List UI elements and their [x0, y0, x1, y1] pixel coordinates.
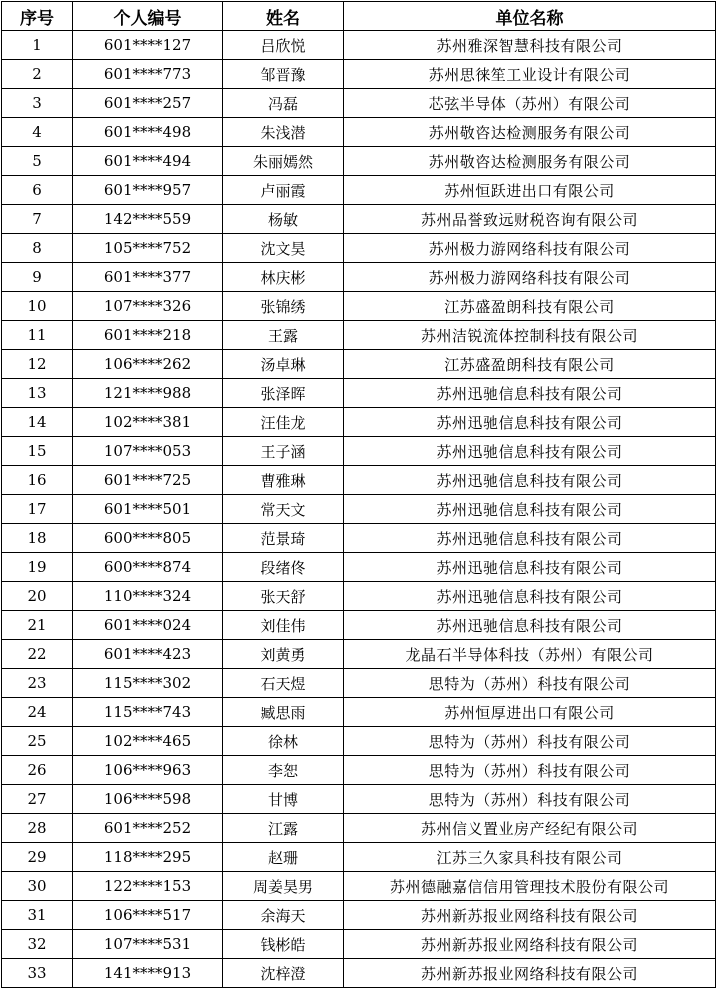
table-row [2, 553, 716, 582]
cell-unit-name: 苏州新苏报业网络科技有限公司 [344, 930, 716, 959]
cell-name: 曹雅琳 [223, 466, 344, 495]
cell-unit-name: 江苏盛盈朗科技有限公司 [344, 292, 716, 321]
table-body [2, 31, 716, 988]
table-row [2, 437, 716, 466]
cell-personal-id: 106****598 [73, 785, 223, 814]
table-row [2, 843, 716, 872]
table-row [2, 930, 716, 959]
cell-personal-id: 601****257 [73, 89, 223, 118]
cell-personal-id: 107****053 [73, 437, 223, 466]
cell-personal-id: 601****494 [73, 147, 223, 176]
cell-index: 13 [2, 379, 73, 408]
cell-name: 张锦绣 [223, 292, 344, 321]
table-row [2, 466, 716, 495]
table-row [2, 60, 716, 89]
table-row [2, 814, 716, 843]
cell-personal-id: 601****957 [73, 176, 223, 205]
cell-unit-name: 苏州敬咨达检测服务有限公司 [344, 118, 716, 147]
cell-unit-name: 芯弦半导体（苏州）有限公司 [344, 89, 716, 118]
cell-name: 朱浅潜 [223, 118, 344, 147]
table-row [2, 205, 716, 234]
cell-unit-name: 苏州恒厚进出口有限公司 [344, 698, 716, 727]
cell-unit-name: 江苏三久家具科技有限公司 [344, 843, 716, 872]
cell-name: 杨敏 [223, 205, 344, 234]
cell-index: 8 [2, 234, 73, 263]
table-row [2, 524, 716, 553]
cell-unit-name: 苏州迅驰信息科技有限公司 [344, 437, 716, 466]
cell-index: 3 [2, 89, 73, 118]
cell-index: 6 [2, 176, 73, 205]
cell-personal-id: 600****805 [73, 524, 223, 553]
cell-name: 段绪佟 [223, 553, 344, 582]
cell-name: 朱丽嫣然 [223, 147, 344, 176]
cell-index: 16 [2, 466, 73, 495]
cell-personal-id: 115****302 [73, 669, 223, 698]
cell-personal-id: 601****252 [73, 814, 223, 843]
cell-unit-name: 苏州迅驰信息科技有限公司 [344, 408, 716, 437]
table-row [2, 379, 716, 408]
table-row [2, 756, 716, 785]
cell-index: 20 [2, 582, 73, 611]
cell-name: 周姜昊男 [223, 872, 344, 901]
cell-name: 沈梓澄 [223, 959, 344, 988]
cell-name: 汪佳龙 [223, 408, 344, 437]
cell-name: 张泽晖 [223, 379, 344, 408]
cell-index: 12 [2, 350, 73, 379]
cell-name: 余海天 [223, 901, 344, 930]
cell-unit-name: 苏州思徕笙工业设计有限公司 [344, 60, 716, 89]
cell-unit-name: 苏州德融嘉信信用管理技术股份有限公司 [344, 872, 716, 901]
cell-personal-id: 601****725 [73, 466, 223, 495]
table-row [2, 408, 716, 437]
cell-index: 22 [2, 640, 73, 669]
header-unit-name: 单位名称 [344, 2, 716, 31]
cell-index: 26 [2, 756, 73, 785]
cell-index: 25 [2, 727, 73, 756]
cell-personal-id: 601****127 [73, 31, 223, 60]
table-row [2, 31, 716, 60]
cell-unit-name: 苏州洁锐流体控制科技有限公司 [344, 321, 716, 350]
cell-unit-name: 思特为（苏州）科技有限公司 [344, 756, 716, 785]
cell-unit-name: 思特为（苏州）科技有限公司 [344, 727, 716, 756]
header-index: 序号 [2, 2, 73, 31]
cell-personal-id: 142****559 [73, 205, 223, 234]
cell-name: 吕欣悦 [223, 31, 344, 60]
cell-unit-name: 苏州迅驰信息科技有限公司 [344, 379, 716, 408]
cell-index: 30 [2, 872, 73, 901]
cell-name: 常天文 [223, 495, 344, 524]
cell-personal-id: 122****153 [73, 872, 223, 901]
table-row [2, 640, 716, 669]
table-row [2, 118, 716, 147]
table-row [2, 350, 716, 379]
cell-personal-id: 102****465 [73, 727, 223, 756]
table-row [2, 495, 716, 524]
table-row [2, 263, 716, 292]
cell-index: 7 [2, 205, 73, 234]
cell-index: 28 [2, 814, 73, 843]
cell-personal-id: 601****773 [73, 60, 223, 89]
table-row [2, 147, 716, 176]
table-row [2, 669, 716, 698]
table-row [2, 959, 716, 988]
table-row [2, 698, 716, 727]
cell-name: 刘黄勇 [223, 640, 344, 669]
cell-index: 21 [2, 611, 73, 640]
cell-name: 甘博 [223, 785, 344, 814]
cell-personal-id: 106****517 [73, 901, 223, 930]
cell-unit-name: 苏州迅驰信息科技有限公司 [344, 611, 716, 640]
header-name: 姓名 [223, 2, 344, 31]
cell-index: 24 [2, 698, 73, 727]
cell-name: 汤卓琳 [223, 350, 344, 379]
cell-personal-id: 107****531 [73, 930, 223, 959]
cell-index: 17 [2, 495, 73, 524]
cell-index: 32 [2, 930, 73, 959]
cell-personal-id: 600****874 [73, 553, 223, 582]
cell-unit-name: 苏州敬咨达检测服务有限公司 [344, 147, 716, 176]
cell-index: 27 [2, 785, 73, 814]
cell-name: 李恕 [223, 756, 344, 785]
cell-name: 林庆彬 [223, 263, 344, 292]
cell-index: 14 [2, 408, 73, 437]
cell-personal-id: 601****423 [73, 640, 223, 669]
table-row [2, 901, 716, 930]
header-personal-id: 个人编号 [73, 2, 223, 31]
cell-unit-name: 苏州迅驰信息科技有限公司 [344, 582, 716, 611]
cell-unit-name: 龙晶石半导体科技（苏州）有限公司 [344, 640, 716, 669]
cell-name: 冯磊 [223, 89, 344, 118]
header-row [2, 2, 716, 31]
table-row [2, 611, 716, 640]
table-row [2, 176, 716, 205]
table-row [2, 292, 716, 321]
table-row [2, 582, 716, 611]
cell-unit-name: 苏州新苏报业网络科技有限公司 [344, 901, 716, 930]
cell-index: 9 [2, 263, 73, 292]
table-row [2, 785, 716, 814]
cell-personal-id: 102****381 [73, 408, 223, 437]
cell-index: 18 [2, 524, 73, 553]
cell-personal-id: 110****324 [73, 582, 223, 611]
cell-unit-name: 苏州迅驰信息科技有限公司 [344, 553, 716, 582]
cell-name: 王子涵 [223, 437, 344, 466]
cell-unit-name: 苏州迅驰信息科技有限公司 [344, 495, 716, 524]
cell-name: 赵珊 [223, 843, 344, 872]
cell-name: 刘佳伟 [223, 611, 344, 640]
cell-personal-id: 118****295 [73, 843, 223, 872]
cell-name: 江露 [223, 814, 344, 843]
cell-unit-name: 思特为（苏州）科技有限公司 [344, 785, 716, 814]
cell-personal-id: 106****262 [73, 350, 223, 379]
table-row [2, 234, 716, 263]
cell-personal-id: 601****377 [73, 263, 223, 292]
cell-unit-name: 苏州雅深智慧科技有限公司 [344, 31, 716, 60]
cell-unit-name: 江苏盛盈朗科技有限公司 [344, 350, 716, 379]
cell-name: 石天煜 [223, 669, 344, 698]
cell-personal-id: 121****988 [73, 379, 223, 408]
cell-personal-id: 601****501 [73, 495, 223, 524]
cell-personal-id: 107****326 [73, 292, 223, 321]
cell-name: 徐林 [223, 727, 344, 756]
cell-name: 范景琦 [223, 524, 344, 553]
personnel-table [1, 1, 716, 988]
cell-unit-name: 苏州极力游网络科技有限公司 [344, 263, 716, 292]
cell-personal-id: 106****963 [73, 756, 223, 785]
cell-unit-name: 苏州迅驰信息科技有限公司 [344, 466, 716, 495]
cell-personal-id: 105****752 [73, 234, 223, 263]
table-row [2, 727, 716, 756]
table-row [2, 89, 716, 118]
cell-unit-name: 苏州新苏报业网络科技有限公司 [344, 959, 716, 988]
table-row [2, 872, 716, 901]
cell-index: 2 [2, 60, 73, 89]
table-row [2, 321, 716, 350]
cell-index: 1 [2, 31, 73, 60]
cell-name: 王露 [223, 321, 344, 350]
cell-unit-name: 苏州极力游网络科技有限公司 [344, 234, 716, 263]
cell-unit-name: 苏州品誉致远财税咨询有限公司 [344, 205, 716, 234]
cell-personal-id: 601****498 [73, 118, 223, 147]
cell-index: 5 [2, 147, 73, 176]
cell-index: 10 [2, 292, 73, 321]
cell-index: 15 [2, 437, 73, 466]
cell-index: 19 [2, 553, 73, 582]
cell-index: 29 [2, 843, 73, 872]
cell-name: 钱彬皓 [223, 930, 344, 959]
cell-name: 张天舒 [223, 582, 344, 611]
cell-personal-id: 115****743 [73, 698, 223, 727]
cell-unit-name: 苏州信义置业房产经纪有限公司 [344, 814, 716, 843]
cell-unit-name: 思特为（苏州）科技有限公司 [344, 669, 716, 698]
cell-personal-id: 141****913 [73, 959, 223, 988]
cell-index: 31 [2, 901, 73, 930]
cell-name: 邹晋豫 [223, 60, 344, 89]
cell-index: 23 [2, 669, 73, 698]
cell-name: 沈文昊 [223, 234, 344, 263]
cell-personal-id: 601****218 [73, 321, 223, 350]
cell-index: 11 [2, 321, 73, 350]
cell-index: 33 [2, 959, 73, 988]
cell-name: 臧思雨 [223, 698, 344, 727]
cell-name: 卢丽霞 [223, 176, 344, 205]
cell-personal-id: 601****024 [73, 611, 223, 640]
cell-unit-name: 苏州迅驰信息科技有限公司 [344, 524, 716, 553]
cell-unit-name: 苏州恒跃进出口有限公司 [344, 176, 716, 205]
cell-index: 4 [2, 118, 73, 147]
